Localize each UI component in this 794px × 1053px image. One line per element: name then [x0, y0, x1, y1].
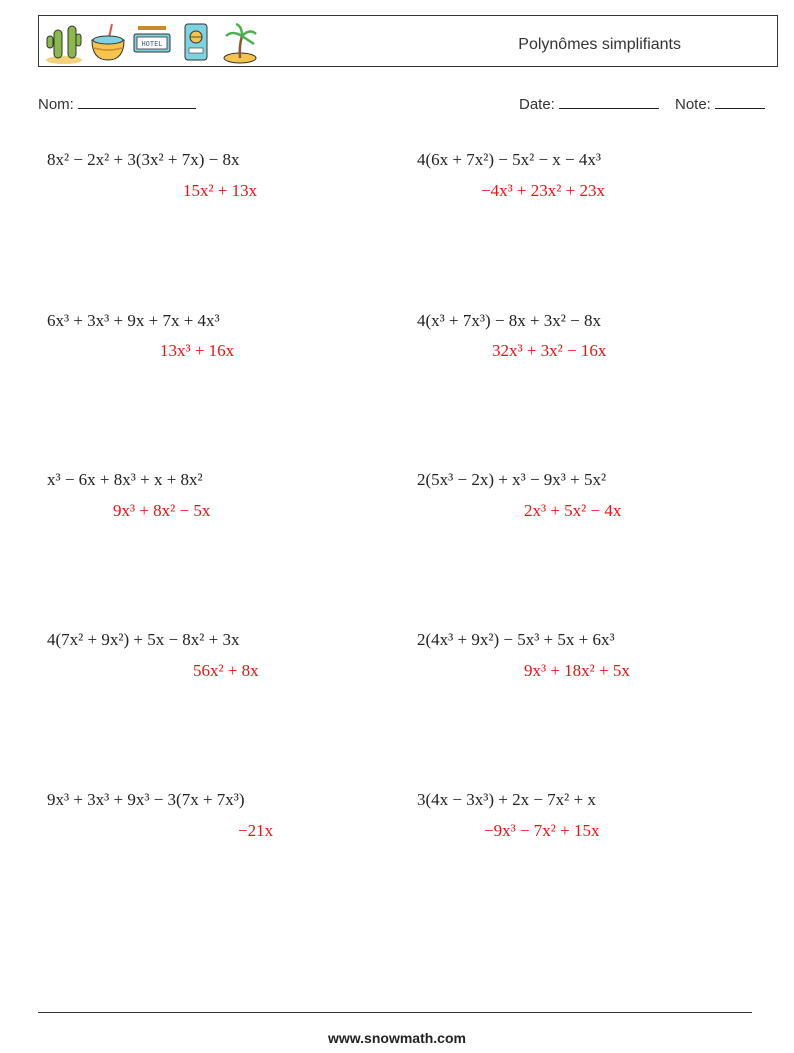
date-label: Date:: [519, 96, 555, 113]
problem-8: 2(4x³ + 9x²) − 5x³ + 5x + 6x³: [417, 630, 615, 649]
problem-7: 4(7x² + 9x²) + 5x − 8x² + 3x: [47, 630, 240, 649]
answer-8: 9x³ + 18x² + 5x: [524, 661, 630, 680]
problem-2: 4(6x + 7x²) − 5x² − x − 4x³: [417, 150, 601, 169]
answer-5: 9x³ + 8x² − 5x: [113, 501, 211, 520]
coconut-drink-icon: [88, 20, 128, 64]
passport-icon: [176, 20, 216, 64]
answer-4: 32x³ + 3x² − 16x: [492, 341, 607, 360]
note-label: Note:: [675, 96, 711, 113]
worksheet-title: Polynômes simplifiants: [518, 36, 681, 53]
answer-2: −4x³ + 23x² + 23x: [481, 181, 605, 200]
palm-island-icon: [220, 20, 260, 64]
answer-3: 13x³ + 16x: [160, 341, 235, 360]
header-icons: [44, 20, 260, 64]
footer-url[interactable]: www.snowmath.com: [328, 1030, 466, 1046]
date-blank[interactable]: [559, 94, 659, 109]
answer-7: 56x² + 8x: [193, 661, 259, 680]
problem-10: 3(4x − 3x³) + 2x − 7x² + x: [417, 790, 596, 809]
problem-9: 9x³ + 3x³ + 9x³ − 3(7x + 7x³): [47, 790, 245, 809]
name-field: [38, 94, 196, 113]
problem-3: 6x³ + 3x³ + 9x + 7x + 4x³: [47, 311, 220, 330]
problem-5: x³ − 6x + 8x³ + x + 8x²: [47, 470, 203, 489]
name-blank[interactable]: [78, 94, 196, 109]
hotel-sign-icon: [132, 20, 172, 64]
problem-4: 4(x³ + 7x³) − 8x + 3x² − 8x: [417, 311, 601, 330]
note-field: [675, 94, 765, 113]
problem-1: 8x² − 2x² + 3(3x² + 7x) − 8x: [47, 150, 240, 169]
svg-text:HOTEL: HOTEL: [141, 40, 163, 48]
note-blank[interactable]: [715, 94, 765, 109]
date-field: [519, 94, 659, 113]
name-label: Nom:: [38, 96, 74, 113]
problem-6: 2(5x³ − 2x) + x³ − 9x³ + 5x²: [417, 470, 607, 489]
answer-10: −9x³ − 7x² + 15x: [484, 821, 600, 840]
cactus-icon: [44, 20, 84, 64]
answer-6: 2x³ + 5x² − 4x: [524, 501, 622, 520]
worksheet-header: [38, 15, 778, 67]
footer-divider: [38, 1012, 752, 1013]
answer-9: −21x: [238, 821, 274, 840]
answer-1: 15x² + 13x: [183, 181, 258, 200]
